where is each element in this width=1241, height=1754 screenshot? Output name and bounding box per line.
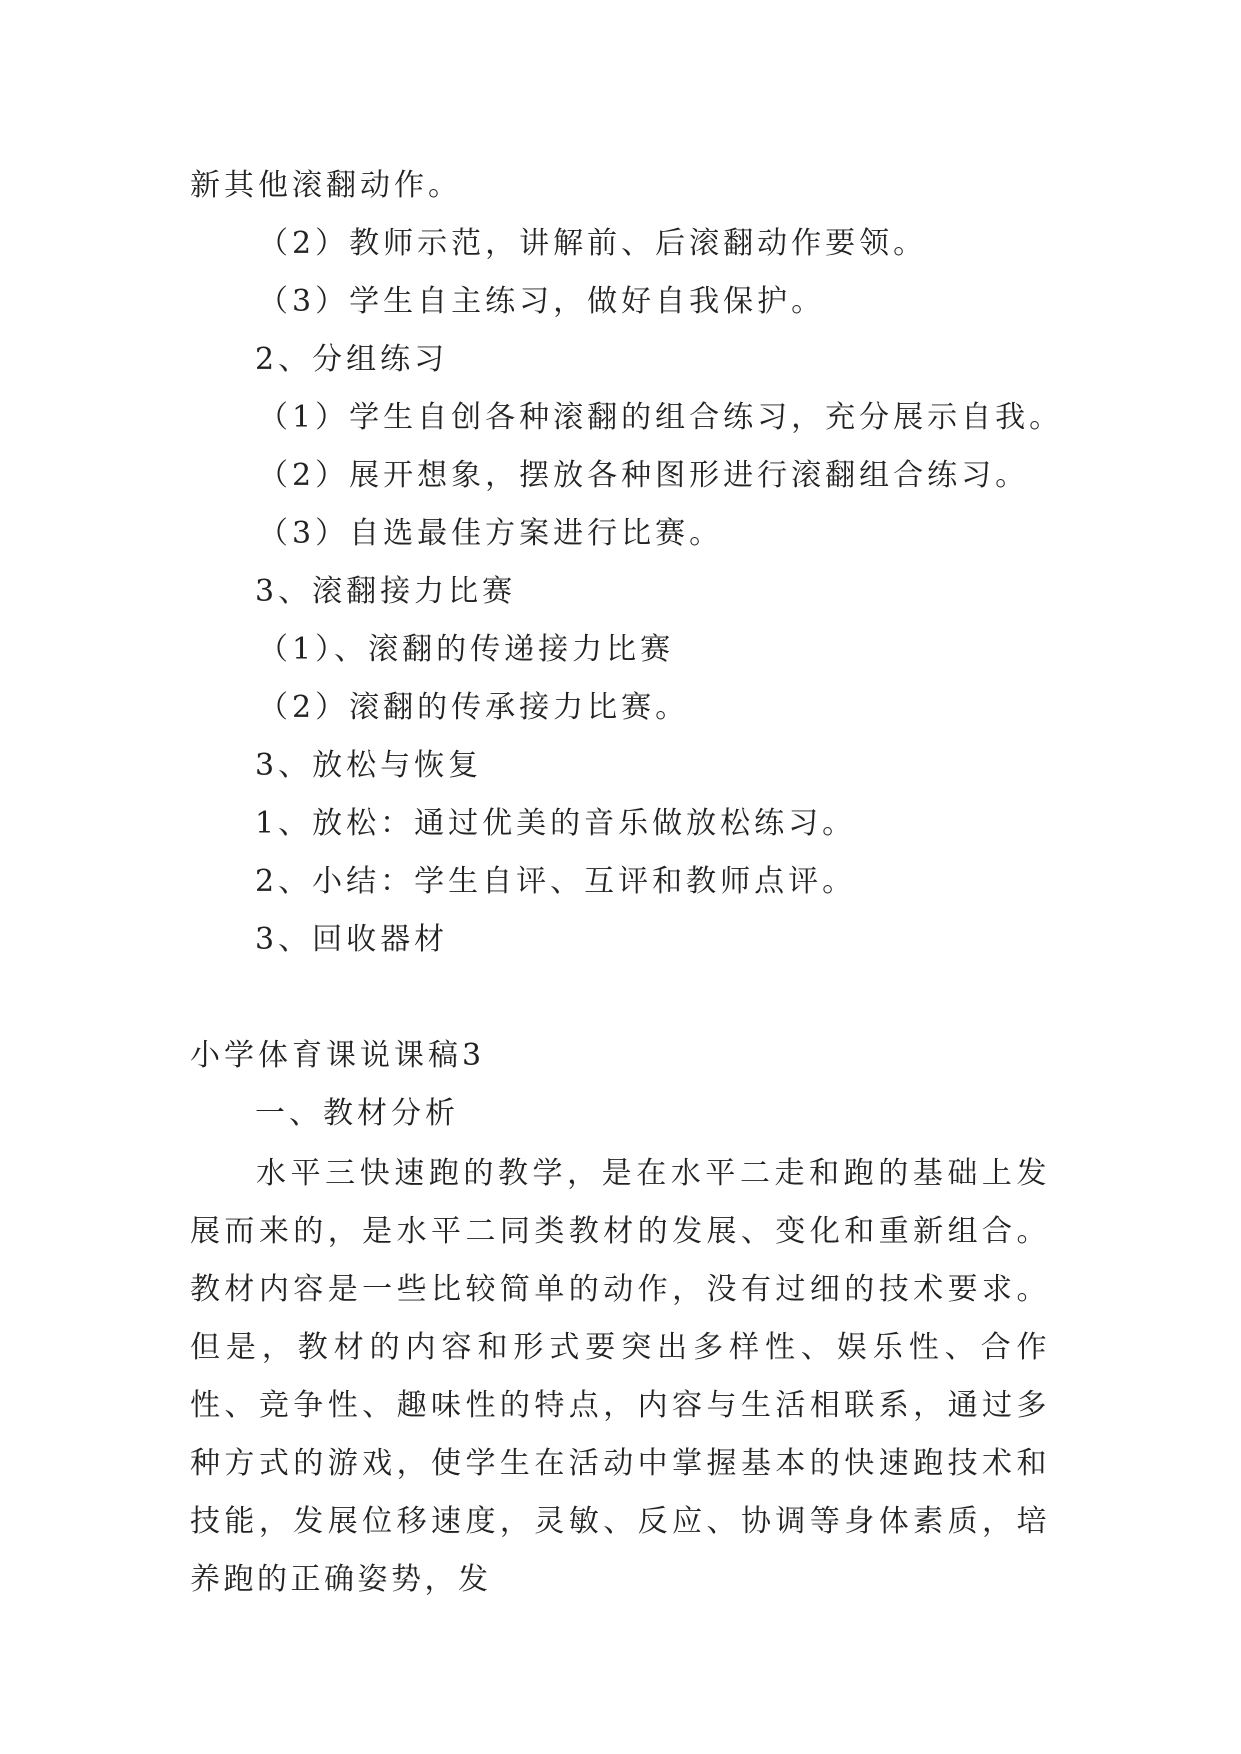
text-line: （1）学生自创各种滚翻的组合练习，充分展示自我。: [258, 400, 1064, 435]
body-paragraph: 水平三快速跑的教学，是在水平二走和跑的基础上发展而来的，是水平二同类教材的发展、变化和重新组合。教材内容是一些比较简单的动作，没有过细的技术要求。但是，教材的内容和形式要突出多样性、娱乐性、合作性、竞争性、趣味性的特点，内容与生活相联系，通过多种方式的游戏，使学生在活动中掌握基本的快速跑技术和技能，发展位移速度，灵敏、反应、协调等身体素质，培养跑的正确姿势，发: [190, 1156, 1050, 1597]
text-line: （3）学生自主练习，做好自我保护。: [258, 284, 826, 319]
text-line: 2、小结：学生自评、互评和教师点评。: [255, 864, 857, 899]
text-line: 新其他滚翻动作。: [190, 168, 462, 203]
list-heading: 3、放松与恢复: [255, 748, 483, 783]
text-line: （2）教师示范，讲解前、后滚翻动作要领。: [258, 226, 928, 261]
list-heading: 3、滚翻接力比赛: [255, 574, 517, 609]
section-title: 小学体育课说课稿3: [190, 1038, 486, 1073]
text-line: （2）滚翻的传承接力比赛。: [258, 690, 690, 725]
text-line: （3）自选最佳方案进行比赛。: [258, 516, 724, 551]
text-line: 1、放松：通过优美的音乐做放松练习。: [255, 806, 857, 841]
section-heading: 一、教材分析: [255, 1096, 459, 1131]
text-line: 3、回收器材: [255, 922, 449, 957]
text-line: （1）、滚翻的传递接力比赛: [258, 632, 675, 667]
list-heading: 2、分组练习: [255, 342, 449, 377]
text-line: （2）展开想象，摆放各种图形进行滚翻组合练习。: [258, 458, 1030, 493]
